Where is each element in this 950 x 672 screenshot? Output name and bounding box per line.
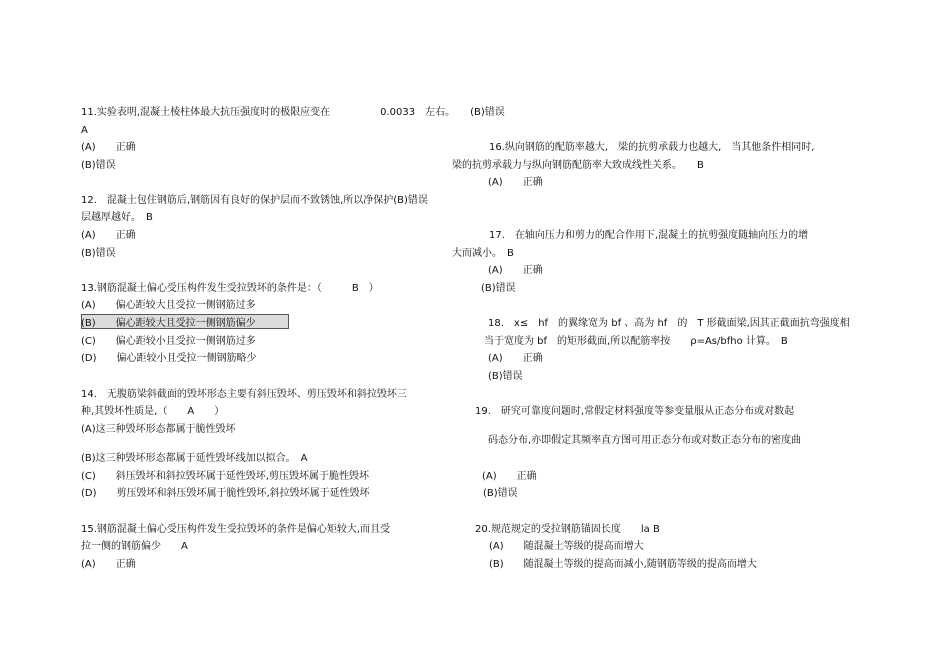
question-19-option-a: (A) 正确	[482, 471, 537, 482]
question-14-line-2: 种,其毁坏性质是,（ A ）	[81, 406, 225, 417]
question-14-option-c: (C) 斜压毁坏和斜拉毁坏属于延性毁坏,剪压毁坏属于脆性毁坏	[81, 471, 369, 482]
question-19-option-b: (B)错误	[483, 488, 518, 499]
question-14-option-b: (B)这三种毁坏形态都属于延性毁坏线加以拟合。 A	[81, 453, 308, 464]
question-13-option-d: (D) 偏心距较小且受拉一侧钢筋略少	[81, 353, 257, 364]
question-18-option-b: (B)错误	[488, 371, 523, 382]
question-12-option-b: (B)错误	[81, 248, 116, 259]
question-14-line-1: 14. 无腹筋梁斜截面的毁坏形态主要有斜压毁坏、剪压毁坏和斜拉毁坏三	[81, 389, 407, 400]
question-17-option-a: (A) 正确	[488, 265, 543, 276]
question-17-option-b: (B)错误	[481, 283, 516, 294]
question-20-option-a: (A) 随混凝土等级的提高而增大	[489, 541, 644, 552]
question-20-option-b: (B) 随混凝土等级的提高而减小,随钢筋等级的提高而增大	[489, 559, 757, 570]
question-13-line-1: 13.钢筋混凝土偏心受压构件发生受拉毁坏的条件是：（ B ）	[81, 283, 379, 294]
question-14-option-d: (D) 剪压毁坏和斜压毁坏属于脆性毁坏,斜拉毁坏属于延性毁坏	[81, 488, 370, 499]
question-12-line-2: 层越厚越好。 B	[81, 212, 153, 223]
question-11-option-a: (A) 正确	[81, 142, 136, 153]
question-16-line-1: 16.纵向钢筋的配筋率越大, 梁的抗剪承载力也越大, 当其他条件相同时,	[489, 142, 815, 153]
question-15-option-a: (A) 正确	[81, 559, 136, 570]
question-14-option-a: (A)这三种毁坏形态都属于脆性毁坏	[81, 424, 236, 435]
question-11-answer: A	[81, 125, 88, 136]
question-12-line-1: 12. 混凝土包住钢筋后,钢筋因有良好的保护层而不致锈蚀,所以净保护(B)错误	[81, 195, 428, 206]
question-13-option-a: (A) 偏心距较大且受拉一侧钢筋过多	[81, 300, 256, 311]
question-17-line-1: 17. 在轴向压力和剪力的配合作用下,混凝土的抗剪强度随轴向压力的增	[489, 230, 809, 241]
question-11-option-b: (B)错误	[81, 160, 116, 171]
question-17-line-2: 大而减小。 B	[452, 248, 514, 259]
question-19-line-2: 码态分布,亦即假定其频率直方图可用正态分布或对数正态分布的密度曲	[488, 435, 802, 446]
question-11-line-1: 11.实验表明,混凝土棱柱体最大抗压强度时的极限应变在 0.0033 左右。 (B)错误	[81, 107, 505, 118]
question-18-line-2: 当于宽度为 bf 的矩形截面,所以配筋率按 ρ=As/bfho 计算。 B	[484, 336, 788, 347]
question-13-option-b: (B) 偏心距较大且受拉一侧钢筋偏少	[81, 318, 256, 329]
question-16-line-2: 梁的抗剪承载力与纵向钢筋配筋率大致成线性关系。 B	[452, 160, 704, 171]
question-13-option-c: (C) 偏心距较小且受拉一侧钢筋过多	[81, 336, 256, 347]
question-18-option-a: (A) 正确	[488, 353, 543, 364]
question-20-line-1: 20.规范规定的受拉钢筋锚固长度 la B	[475, 524, 660, 535]
question-19-line-1: 19. 研究可靠度问题时,常假定材料强度等参变量服从正态分布或对数起	[475, 406, 795, 417]
question-18-line-1: 18. x≤ hf 的翼缘宽为 bf 、高为 hf 的 T 形截面梁,因其正截面抗弯强度相	[488, 318, 850, 329]
question-16-option-a: (A) 正确	[488, 177, 543, 188]
question-15-line-1: 15.钢筋混凝土偏心受压构件发生受拉毁坏的条件是偏心矩较大,而且受	[81, 524, 391, 535]
question-15-line-2: 拉一侧的钢筋偏少 A	[81, 541, 188, 552]
question-12-option-a: (A) 正确	[81, 230, 136, 241]
